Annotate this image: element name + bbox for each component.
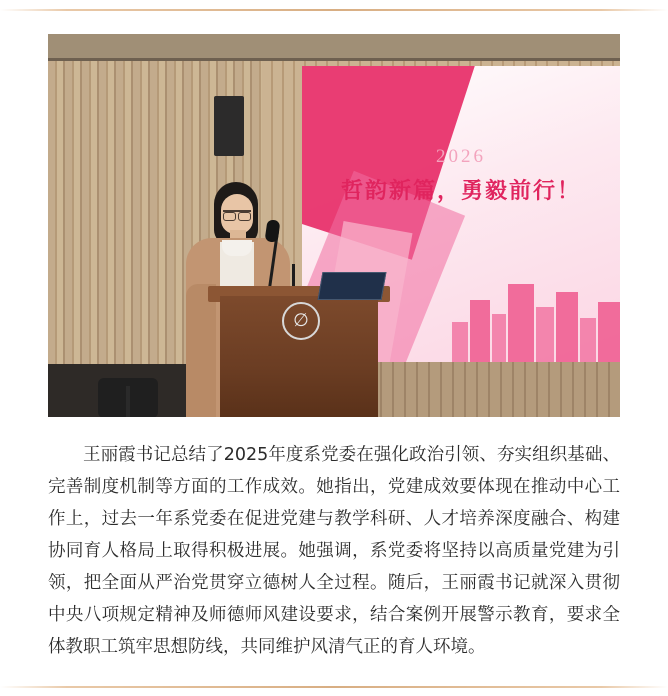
ceiling [48,34,620,60]
speaker-collar [222,240,252,256]
article-content [48,34,620,681]
screen-slogan-text: 哲韵新篇，勇毅前行！ [340,179,581,204]
institution-emblem-icon: ∅ [282,302,320,340]
laptop-icon [318,272,387,300]
chair-leg [126,386,130,417]
ceiling-edge [48,58,620,61]
bottom-divider [0,686,668,688]
top-divider [0,9,668,11]
wall-speaker-icon [214,96,244,156]
screen-year-text: 2026 [436,146,486,167]
speaker-arm [186,284,216,417]
meeting-photo [48,34,620,417]
article-body-text: 王丽霞书记总结了2025年度系党委在强化政治引领、夯实组织基础、完善制度机制等方面的工作成效。她指出，党建成效要体现在推动中心工作上，过去一年系党委在促进党建与教学科研、人才培养深度融合、构建协同育人格局上取得积极进展。她强调，系党委将坚持以高质量党建为引领，把全面从严治党贯穿立德树人全过程。随后，王丽霞书记就深入贯彻中央八项规定精神及师德师风建设要求，结合案例开展警示教育，要求全体教职工筑牢思想防线，共同维护风清气正的育人环境。 [48,445,620,657]
skyline-graphic [452,252,620,362]
glasses-icon [223,210,251,220]
